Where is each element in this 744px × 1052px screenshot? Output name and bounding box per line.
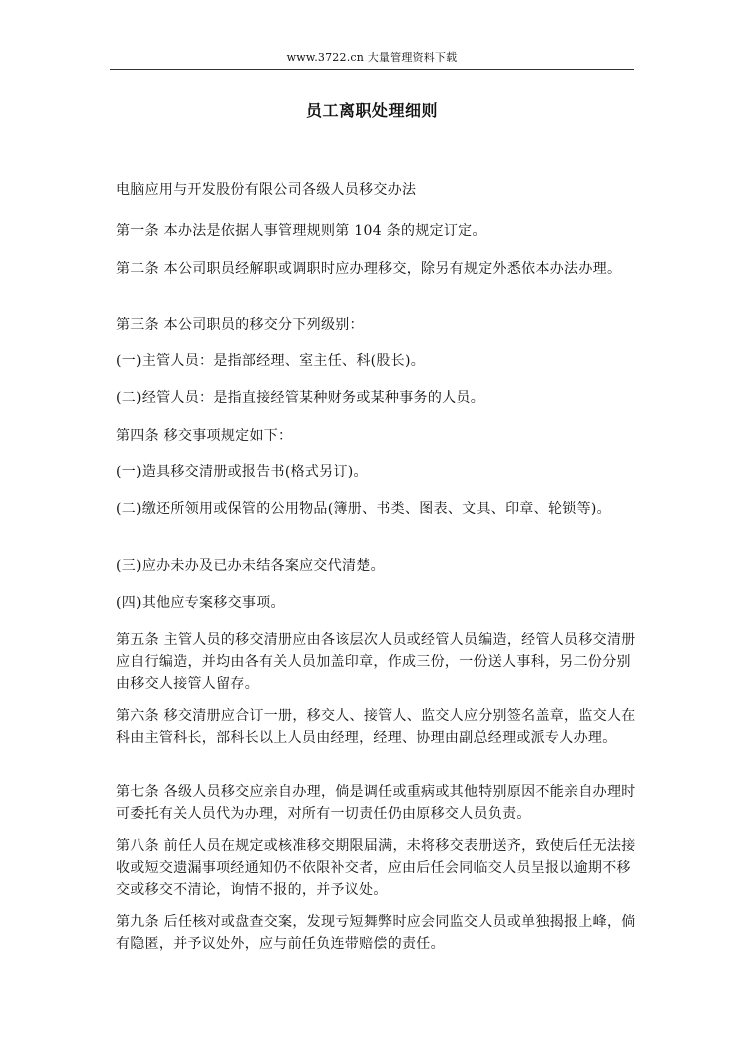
paragraph-company-title: 电脑应用与开发股份有限公司各级人员移交办法 [116,182,417,198]
paragraph-article-3-item-2: (二)经管人员：是指直接经管某种财务或某种事务的人员。 [116,390,486,406]
paragraph-article-1: 第一条 本办法是依据人事管理规则第 104 条的规定订定。 [116,223,487,239]
paragraph-article-6: 第六条 移交清册应合订一册，移交人、接管人、监交人应分别签名盖章，监交人在科由主管科长，部科长以上人员由经理，经理、协理由副总经理或派专人办理。 [116,708,636,746]
paragraph-article-8: 第八条 前任人员在规定或核准移交期限届满，未将移交表册送齐，致使后任无法接收或短交遗漏事项经通知仍不依限补交者，应由后任会同临交人员呈报以逾期不移交或移交不清论，询情不报的，并予议处。 [116,838,636,898]
paragraph-article-4-item-4: (四)其他应专案移交事项。 [116,595,285,611]
paragraph-article-3-item-1: (一)主管人员：是指部经理、室主任、科(股长)。 [116,353,426,369]
paragraph-article-3: 第三条 本公司职员的移交分下列级别： [116,317,364,333]
header-divider [110,69,634,70]
paragraph-article-4-item-2: (二)缴还所领用或保管的公用物品(簿册、书类、图表、文具、印章、轮锁等)。 [116,501,611,517]
paragraph-article-5: 第五条 主管人员的移交清册应由各该层次人员或经管人员编造，经管人员移交清册应自行编造，并均由各有关人员加盖印章，作成三份，一份送人事科，另二份分别由移交人接管人留存。 [116,632,636,692]
paragraph-article-7: 第七条 各级人员移交应亲自办理，倘是调任或重病或其他特别原因不能亲自办理时可委托有关人员代为办理，对所有一切责任仍由原移交人员负责。 [116,784,636,822]
page-header-text: www.3722.cn 大量管理资料下载 [286,51,458,64]
paragraph-article-9: 第九条 后任核对或盘查交案，发现亏短舞弊时应会同监交人员或单独揭报上峰，倘有隐匿，并予议处外，应与前任负连带赔偿的责任。 [116,914,636,952]
paragraph-article-4-item-3: (三)应办未办及已办未结各案应交代清楚。 [116,558,385,574]
paragraph-article-4: 第四条 移交事项规定如下： [116,428,293,444]
paragraph-article-4-item-1: (一)造具移交清册或报告书(格式另订)。 [116,464,368,480]
paragraph-article-2: 第二条 本公司职员经解职或调职时应办理移交，除另有规定外悉依本办法办理。 [116,261,622,277]
document-title: 员工离职处理细则 [305,101,438,120]
